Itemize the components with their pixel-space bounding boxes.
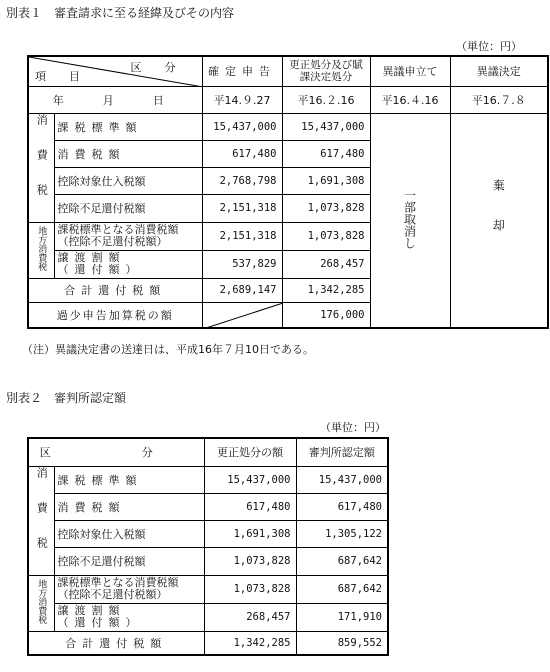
cell-value: 687,642 bbox=[296, 575, 388, 603]
table2-header-row bbox=[28, 438, 388, 466]
cell-value: 15,437,000 bbox=[202, 113, 282, 140]
header-kubun-label: 区 分 bbox=[130, 61, 182, 74]
table1-note: （注）異議決定書の送達日は、平成16年７月10日である。 bbox=[22, 343, 314, 356]
date-kakutei: 平14.９.27 bbox=[202, 86, 282, 113]
total-label: 合計還付税額 bbox=[28, 278, 202, 302]
table2-unit: （単位：円） bbox=[320, 421, 386, 434]
empty-cell-diagonal-line bbox=[203, 303, 283, 329]
cell-value: 687,642 bbox=[296, 548, 388, 575]
date-igi-kettei: 平16.７.８ bbox=[450, 86, 548, 113]
col-header-igi-moushitate: 異議申立て bbox=[370, 56, 450, 86]
table1-caption: 別表１ 審査請求に至る経緯及びその内容 bbox=[6, 6, 235, 20]
date-kousei: 平16.２.16 bbox=[282, 86, 370, 113]
cell-value: 2,151,318 bbox=[202, 222, 282, 250]
table-row bbox=[28, 113, 548, 140]
total-value: 859,552 bbox=[296, 631, 388, 655]
igi-moushitate-result: 一部取消し bbox=[370, 113, 450, 328]
cell-value: 1,305,122 bbox=[296, 521, 388, 548]
cell-value: 1,073,828 bbox=[204, 548, 296, 575]
total-label: 合計還付税額 bbox=[28, 631, 204, 655]
table-row bbox=[28, 603, 388, 631]
cell-value: 617,480 bbox=[204, 493, 296, 520]
header-kubun-label: 区 分 bbox=[28, 438, 204, 466]
cell-value: 15,437,000 bbox=[204, 466, 296, 493]
group-label-chiho: 地方消費税 bbox=[28, 575, 54, 631]
header-koumoku-label: 項 目 bbox=[35, 69, 86, 83]
row-label: 控除対象仕入税額 bbox=[54, 168, 202, 195]
cell-value: 617,480 bbox=[282, 140, 370, 167]
cell-value: 2,768,798 bbox=[202, 168, 282, 195]
col-header-kakutei: 確定申告 bbox=[202, 56, 282, 86]
col-header-shinpansho: 審判所認定額 bbox=[296, 438, 388, 466]
table-row bbox=[28, 548, 388, 575]
kasan-label: 過少申告加算税の額 bbox=[28, 302, 202, 328]
cell-value: 15,437,000 bbox=[296, 466, 388, 493]
row-label: 消費税額 bbox=[54, 140, 202, 167]
table1-date-row bbox=[28, 86, 548, 113]
row-label: 課税標準となる消費税額 （控除不足還付税額） bbox=[54, 222, 202, 250]
cell-value: 1,691,308 bbox=[204, 521, 296, 548]
total-value: 1,342,285 bbox=[282, 278, 370, 302]
group-label-shohizei: 消費税 bbox=[28, 466, 54, 575]
cell-value: 537,829 bbox=[202, 250, 282, 278]
cell-value: 1,073,828 bbox=[282, 222, 370, 250]
cell-value: 617,480 bbox=[296, 493, 388, 520]
total-value: 2,689,147 bbox=[202, 278, 282, 302]
igi-kettei-result: 棄却 bbox=[450, 113, 548, 328]
table-row bbox=[28, 466, 388, 493]
row-label: 譲渡割額 （還付額） bbox=[54, 250, 202, 278]
cell-value: 171,910 bbox=[296, 603, 388, 631]
kasan-empty-cell bbox=[202, 302, 282, 328]
table2 bbox=[27, 437, 389, 656]
cell-value: 617,480 bbox=[202, 140, 282, 167]
cell-value: 1,691,308 bbox=[282, 168, 370, 195]
table1-unit: （単位：円） bbox=[456, 40, 522, 53]
table1-header-row bbox=[28, 56, 548, 86]
date-label: 年 月 日 bbox=[28, 86, 202, 113]
kasan-value: 176,000 bbox=[282, 302, 370, 328]
cell-value: 1,073,828 bbox=[204, 575, 296, 603]
row-label: 課税標準となる消費税額 （控除不足還付税額） bbox=[54, 575, 204, 603]
col-header-igi-kettei: 異議決定 bbox=[450, 56, 548, 86]
cell-value: 1,073,828 bbox=[282, 195, 370, 222]
row-label: 課税標準額 bbox=[54, 466, 204, 493]
table-row bbox=[28, 493, 388, 520]
row-label: 譲渡割額 （還付額） bbox=[54, 603, 204, 631]
table1 bbox=[27, 55, 549, 329]
table-row bbox=[28, 575, 388, 603]
cell-value: 268,457 bbox=[204, 603, 296, 631]
col-header-kousei: 更正処分及び賦課決定処分 bbox=[282, 56, 370, 86]
date-igi-moushitate: 平16.４.16 bbox=[370, 86, 450, 113]
group-label-shohizei: 消費税 bbox=[28, 113, 54, 222]
row-label: 控除不足還付税額 bbox=[54, 548, 204, 575]
cell-value: 15,437,000 bbox=[282, 113, 370, 140]
cell-value: 2,151,318 bbox=[202, 195, 282, 222]
row-label: 課税標準額 bbox=[54, 113, 202, 140]
col-header-kousei: 更正処分の額 bbox=[204, 438, 296, 466]
total-value: 1,342,285 bbox=[204, 631, 296, 655]
row-label: 控除対象仕入税額 bbox=[54, 521, 204, 548]
table-row bbox=[28, 521, 388, 548]
row-label: 消費税額 bbox=[54, 493, 204, 520]
table1-header-kubun-cell bbox=[28, 56, 202, 86]
group-label-chiho: 地方消費税 bbox=[28, 222, 54, 278]
row-label: 控除不足還付税額 bbox=[54, 195, 202, 222]
cell-value: 268,457 bbox=[282, 250, 370, 278]
table2-total-row bbox=[28, 631, 388, 655]
table2-caption: 別表２ 審判所認定額 bbox=[6, 391, 127, 405]
